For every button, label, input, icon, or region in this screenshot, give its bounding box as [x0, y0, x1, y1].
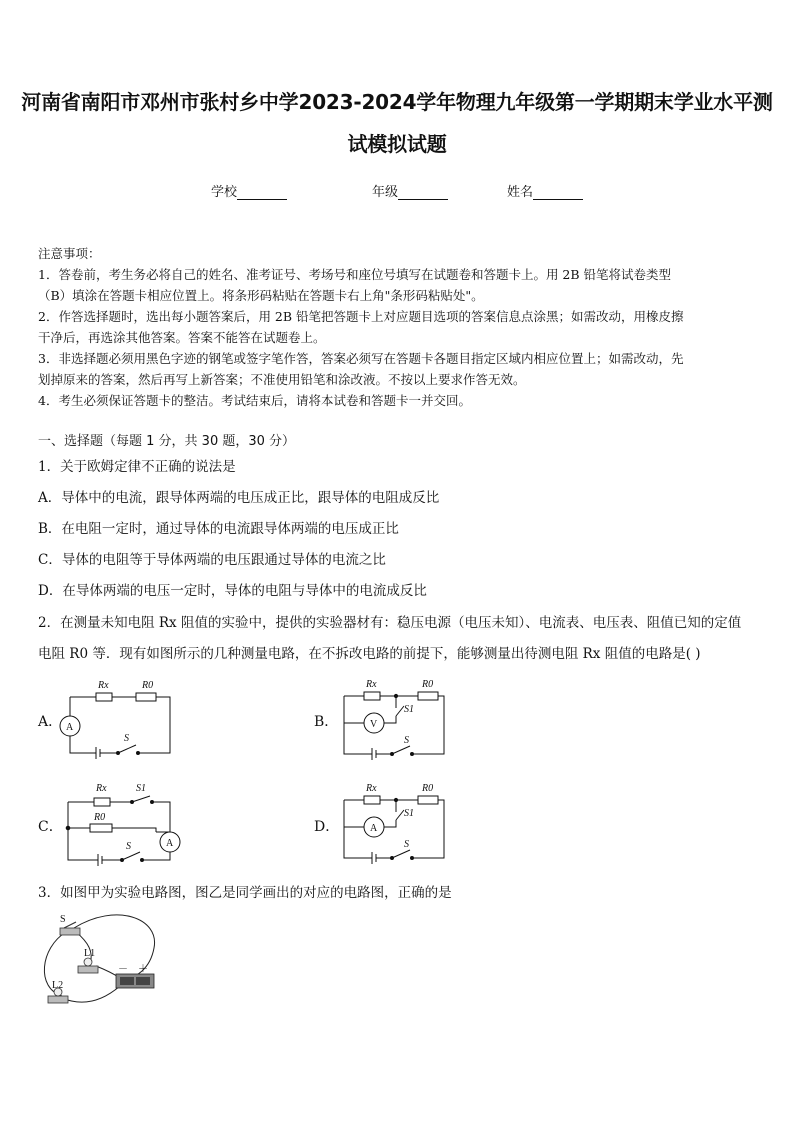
grade-label: 年级 — [372, 185, 399, 200]
rx-label: Rx — [366, 783, 377, 794]
q2-option-a-label[interactable]: A． — [38, 714, 63, 730]
switch-s-label: S — [404, 735, 409, 746]
r0-resistor — [136, 693, 156, 701]
name-blank — [533, 185, 583, 200]
rx-label: Rx — [366, 679, 377, 690]
notes-line: 干净后，再选涂其他答案。答案不能答在试题卷上。 — [38, 330, 326, 345]
ammeter-label: A — [370, 823, 378, 834]
q2-option-c-label[interactable]: C． — [38, 819, 63, 835]
q1-option-a[interactable]: A．导体中的电流，跟导体两端的电压成正比，跟导体的电阻成反比 — [38, 490, 440, 506]
q1-option-d[interactable]: D．在导体两端的电压一定时，导体的电阻与导体中的电流成反比 — [38, 583, 427, 599]
r0-resistor — [418, 692, 438, 700]
notes-line: 4．考生必须保证答题卡的整洁。考试结束后，请将本试卷和答题卡一并交回。 — [38, 393, 471, 408]
school-blank — [237, 185, 287, 200]
photo-l1-label: L1 — [84, 948, 96, 959]
battery — [372, 852, 376, 864]
photo-l2-label: L2 — [52, 980, 64, 991]
q1-stem: 1．关于欧姆定律不正确的说法是 — [38, 459, 236, 475]
name-field — [507, 181, 583, 200]
battery — [98, 854, 102, 866]
school-field — [211, 181, 287, 200]
name-label: 姓名 — [507, 185, 534, 200]
circuit-diagram-d — [338, 776, 453, 866]
switch-s-label: S — [404, 839, 409, 850]
notes-line: 3．非选择题必须用黑色字迹的钢笔或签字笔作答，答案必须写在答题卡各题目指定区域内相应位置上；如需改动，先 — [38, 351, 684, 366]
section-heading: 一、选择题（每题 1 分，共 30 题，30 分） — [38, 434, 296, 449]
circuit-diagram-b — [338, 672, 453, 762]
q2-option-d-label[interactable]: D． — [314, 819, 340, 835]
ammeter-label: A — [166, 838, 174, 849]
r0-label: R0 — [422, 783, 434, 794]
grade-blank — [398, 185, 448, 200]
lamp-l1-device — [78, 958, 98, 973]
switch-s1-label: S1 — [404, 808, 414, 819]
rx-resistor — [364, 692, 380, 700]
q2-option-b-label[interactable]: B． — [314, 714, 339, 730]
rx-label: Rx — [98, 680, 109, 691]
rx-label: Rx — [96, 783, 107, 794]
switch-s1-label: S1 — [404, 704, 414, 715]
q1-option-c[interactable]: C．导体的电阻等于导体两端的电压跟通过导体的电流之比 — [38, 552, 386, 568]
q3-circuit-photo — [36, 908, 166, 1013]
notes-line: 划掉原来的答案，然后再写上新答案；不准使用铅笔和涂改液。不按以上要求作答无效。 — [38, 372, 526, 387]
ammeter-label: A — [66, 722, 74, 733]
q1-option-b[interactable]: B．在电阻一定时，通过导体的电流跟导体两端的电压成正比 — [38, 521, 399, 537]
top-branch — [68, 796, 150, 802]
q3-stem: 3．如图甲为实验电路图，图乙是同学画出的对应的电路图，正确的是 — [38, 885, 452, 901]
switch-s1 — [396, 810, 404, 820]
rx-resistor — [364, 796, 380, 804]
grade-field — [372, 181, 448, 200]
notes-line: 2．作答选择题时，选出每小题答案后，用 2B 铅笔把答题卡上对应题目选项的答案信息点涂黑；如需改动，用橡皮擦 — [38, 309, 684, 324]
exam-title-line2: 试模拟试题 — [347, 132, 447, 156]
battery — [372, 748, 376, 760]
voltmeter-label: V — [370, 719, 378, 730]
switch-s1 — [396, 706, 404, 716]
notes-heading: 注意事项： — [38, 246, 101, 261]
r0-label: R0 — [422, 679, 434, 690]
battery — [96, 747, 100, 759]
r0-resistor — [418, 796, 438, 804]
q2-stem-line2: 电阻 R0 等．现有如图所示的几种测量电路，在不拆改电路的前提下，能够测量出待测电阻 Rx 阻值的电路是( ) — [38, 646, 701, 662]
q2-stem-line1: 2．在测量未知电阻 Rx 阻值的实验中，提供的实验器材有：稳压电源（电压未知）、电流表、电压表、阻值已知的定值 — [38, 615, 742, 631]
battery-box — [116, 974, 154, 988]
circuit-diagram-c — [60, 776, 185, 866]
photo-switch-label: S — [60, 914, 66, 925]
circuit-diagram-a — [58, 675, 178, 765]
photo-plus-label: ＋ — [138, 964, 148, 975]
rx-resistor — [94, 798, 110, 806]
rx-resistor — [96, 693, 112, 701]
r0-label: R0 — [94, 812, 106, 823]
exam-title-line1: 河南省南阳市邓州市张村乡中学2023-2024学年物理九年级第一学期期末学业水平测 — [21, 90, 773, 114]
switch-s1-label: S1 — [136, 783, 146, 794]
switch-s-label: S — [126, 841, 131, 852]
photo-minus-label: － — [118, 964, 128, 975]
exam-notes — [38, 243, 760, 411]
r0-resistor — [90, 824, 112, 832]
notes-line: （B）填涂在答题卡相应位置上。将条形码粘贴在答题卡右上角"条形码粘贴处"。 — [38, 288, 484, 303]
switch-s-label: S — [124, 733, 129, 744]
notes-line: 1．答卷前，考生务必将自己的姓名、准考证号、考场号和座位号填写在试题卷和答题卡上。用 2B 铅笔将试卷类型 — [38, 267, 672, 282]
r0-label: R0 — [142, 680, 154, 691]
school-label: 学校 — [211, 185, 238, 200]
